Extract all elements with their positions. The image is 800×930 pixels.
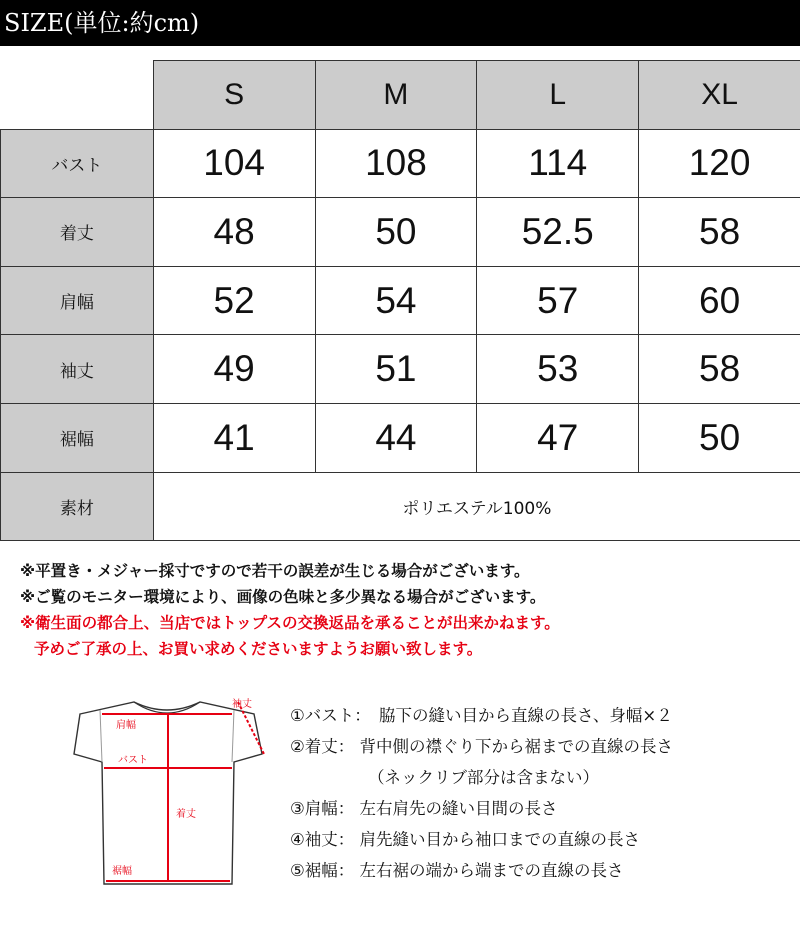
- table-cell: 50: [639, 403, 800, 472]
- table-cell: 52: [153, 266, 315, 335]
- shoulder-label: 肩幅: [116, 720, 136, 731]
- legend-hem: ⑤裾幅： 左右裾の端から端までの直線の長さ: [290, 861, 624, 880]
- notes: [20, 558, 790, 662]
- hem-label: 裾幅: [112, 866, 132, 877]
- table-cell: 47: [477, 403, 639, 472]
- table-cell: 104: [153, 129, 315, 198]
- legend-bust: ①バスト： 脇下の縫い目から直線の長さ、身幅×２: [290, 706, 673, 725]
- table-cell: 114: [477, 129, 639, 198]
- note-measurement: ※平置き・メジャー採寸ですので若干の誤差が生じる場合がございます。: [20, 562, 530, 580]
- table-cell: 57: [477, 266, 639, 335]
- legend-sleeve: ④袖丈： 肩先縫い目から袖口までの直線の長さ: [290, 830, 641, 849]
- bust-label: バスト: [118, 755, 148, 766]
- table-row: [1, 129, 800, 198]
- size-title: SIZE(単位:約cm): [0, 0, 800, 46]
- table-cell: 44: [315, 403, 477, 472]
- table-cell: 51: [315, 335, 477, 404]
- row-label-sleeve: 袖丈: [1, 335, 154, 404]
- legend-length: ②着丈： 背中側の襟ぐり下から裾までの直線の長さ: [290, 737, 674, 756]
- table-cell: 60: [639, 266, 800, 335]
- material-value: ポリエステル100%: [153, 472, 800, 541]
- row-label-hem: 裾幅: [1, 403, 154, 472]
- row-label-material: 素材: [1, 472, 154, 541]
- table-cell: 50: [315, 198, 477, 267]
- table-cell: 58: [639, 198, 800, 267]
- table-header-row: [1, 61, 800, 130]
- table-cell: 48: [153, 198, 315, 267]
- row-label-bust: バスト: [1, 129, 154, 198]
- legend-shoulder: ③肩幅： 左右肩先の縫い目間の長さ: [290, 799, 558, 818]
- column-header-s: S: [153, 61, 315, 130]
- column-header-m: M: [315, 61, 477, 130]
- material-row: [1, 472, 800, 541]
- length-label: 着丈: [176, 809, 196, 820]
- table-cell: 49: [153, 335, 315, 404]
- row-label-length: 着丈: [1, 198, 154, 267]
- column-header-xl: XL: [639, 61, 800, 130]
- table-cell: 41: [153, 403, 315, 472]
- note-hygiene-warning-cont: 予めご了承の上、お買い求めくださいますようお願い致します。: [34, 640, 483, 658]
- tshirt-measurement-diagram: [62, 692, 272, 892]
- table-row: [1, 266, 800, 335]
- note-hygiene-warning: ※衛生面の都合上、当店ではトップスの交換返品を承ることが出来かねます。: [20, 614, 560, 632]
- table-cell: 53: [477, 335, 639, 404]
- table-cell: 54: [315, 266, 477, 335]
- column-header-l: L: [477, 61, 639, 130]
- table-cell: 108: [315, 129, 477, 198]
- sleeve-label: 袖丈: [232, 699, 252, 710]
- note-monitor: ※ご覧のモニター環境により、画像の色味と多少異なる場合がございます。: [20, 588, 546, 606]
- table-corner: [1, 61, 154, 130]
- table-row: [1, 403, 800, 472]
- measurement-legend: [290, 700, 795, 886]
- legend-length-note: （ネックリブ部分は含まない）: [368, 768, 599, 787]
- table-row: [1, 198, 800, 267]
- row-label-shoulder: 肩幅: [1, 266, 154, 335]
- table-cell: 52.5: [477, 198, 639, 267]
- table-cell: 120: [639, 129, 800, 198]
- size-table: [0, 60, 800, 541]
- table-row: [1, 335, 800, 404]
- table-cell: 58: [639, 335, 800, 404]
